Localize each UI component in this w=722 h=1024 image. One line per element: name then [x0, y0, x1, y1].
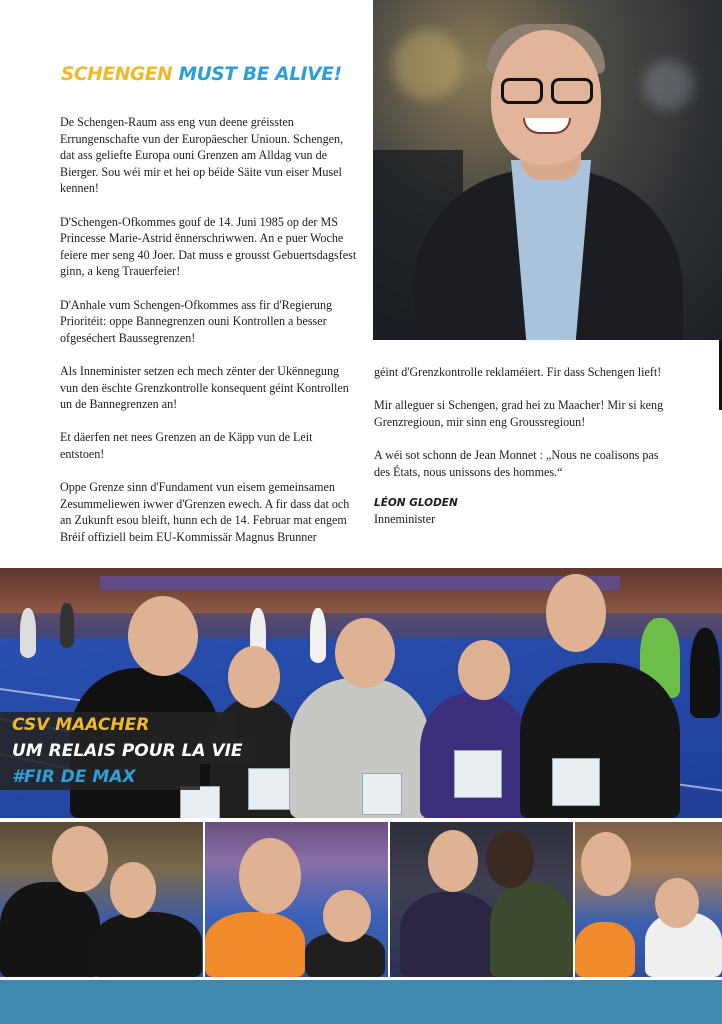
- article-column-1: [60, 114, 358, 562]
- photo-thumbnail-4: [575, 822, 722, 977]
- headline-part2: MUST BE ALIVE!: [178, 64, 342, 85]
- footer-band: [0, 980, 722, 1024]
- paragraph: Mir alleguer si Schengen, grad hei zu Maacher! Mir si keng Grenzregioun, mir sinn eng Groussregioun!: [374, 398, 664, 429]
- paragraph: Et däerfen net nees Grenzen an de Käpp vun de Leit entstoen!: [60, 430, 313, 461]
- article-headline: [61, 64, 342, 85]
- paragraph: De Schengen-Raum ass eng vun deene gréissten Errungenschafte vun der Europäescher Unioun. Schengen, dat ass geliefte Europa ouni Grenzen am Alldag vun de Bierger. Sou wéi mir et hei op béide Säite vun eiser Musel kennen!: [60, 115, 344, 196]
- photo-thumbnail-3: [390, 822, 573, 977]
- paragraph: géint d'Grenzkontrolle reklaméiert. Fir dass Schengen lieft!: [374, 365, 662, 379]
- signature-name: LÉON GLODEN: [374, 496, 458, 509]
- paragraph: D'Anhale vum Schengen-Ofkommes ass fir d'Regierung Prioritéit: oppe Bannegrenzen ouni Kontrollen a besser ofgeséchert Baussegrenzen!: [60, 297, 333, 345]
- photo-caption: [0, 712, 260, 790]
- photo-thumbnail-1: [0, 822, 203, 977]
- signature-role: Inneminister: [374, 512, 436, 527]
- paragraph: D'Schengen-Ofkommes gouf de 14. Juni 1985 op der MS Princesse Marie-Astrid ënnerschriwwen. An e puer Woche feiere mer seng 40 Joer. Dat muss e grousst Gebuertsdagsfest ginn, a keng Trauerfeier!: [60, 214, 357, 279]
- caption-line-3: #FIR DE MAX: [0, 764, 200, 790]
- caption-line-1: CSV MAACHER: [0, 712, 234, 738]
- portrait-photo: [373, 0, 722, 340]
- paragraph: Oppe Grenze sinn d'Fundament vun eisem gemeinsamen Zesummeliewen iwwer d'Grenzen ewech. A fir dass dat och an Zukunft esou bleift, hunn ech de 14. Februar mat engem Bréif offiziell beim EU-Kommissär Magnus Brunner: [60, 480, 350, 544]
- headline-part1: SCHENGEN: [61, 64, 173, 85]
- photo-thumbnail-2: [205, 822, 388, 977]
- paragraph: Als Inneminister setzen ech mech zënter der Ukënnegung vun den ëschte Grenzkontrolle konsequent géint Kontrollen un de Bannegrenzen an!: [60, 363, 349, 412]
- paragraph: A wéi sot schonn de Jean Monnet : „Nous ne coalisons pas des États, nous unissons des hommes.“: [374, 447, 659, 479]
- article-column-2: [374, 364, 674, 528]
- caption-line-2: UM RELAIS POUR LA VIE: [0, 738, 256, 764]
